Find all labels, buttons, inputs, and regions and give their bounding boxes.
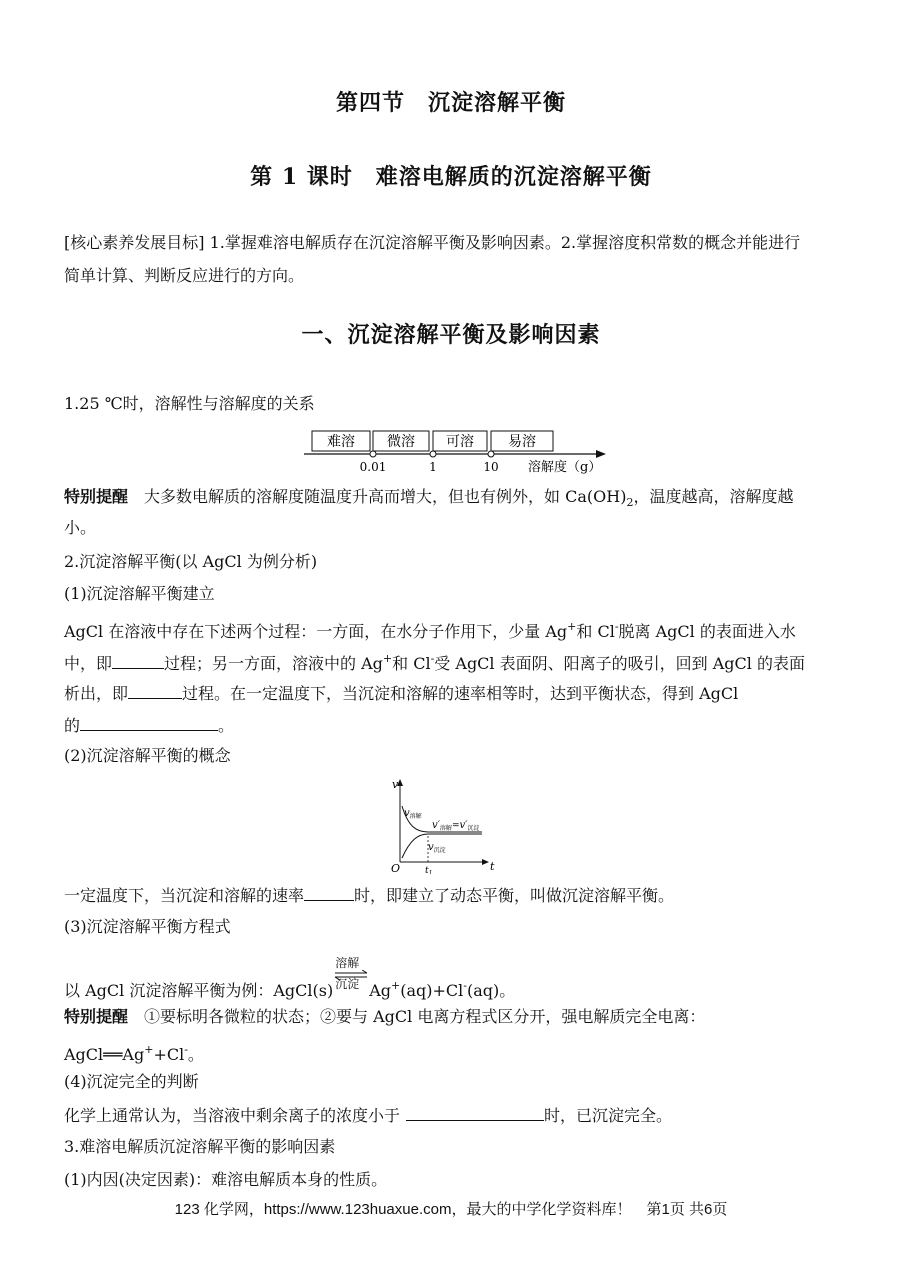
para-2c: 和 Cl [392, 654, 431, 673]
para-2a: 中，即 [64, 654, 113, 673]
ionization-plus: + [144, 1043, 154, 1056]
equation-rhs-b: (aq)+Cl [400, 981, 464, 1000]
equation-minus: - [463, 979, 467, 992]
item-2-1: (1)沉淀溶解平衡建立 [64, 584, 215, 603]
arrow-top-label: 溶解 [335, 956, 360, 970]
equation-rhs-c: (aq)。 [466, 981, 516, 1000]
tip-1-line-1 [64, 487, 793, 513]
para-2b: 过程；另一方面，溶液中的 Ag [164, 654, 383, 673]
page-title: 第四节 沉淀溶解平衡 [335, 90, 566, 116]
item-3: 3.难溶电解质沉淀溶解平衡的影响因素 [64, 1137, 336, 1156]
equation-plus: + [390, 979, 401, 992]
goals-label: [核心素养发展目标] [64, 233, 205, 252]
para-line-3 [64, 682, 738, 704]
label-v-dissolve: $v_{溶解}$ [404, 808, 422, 820]
equation-line [64, 956, 516, 1001]
para-3a: 析出，即 [64, 684, 129, 703]
complete-line [64, 1104, 672, 1126]
blank-dissolution[interactable] [112, 652, 164, 669]
tip-2-label: 特别提醒 [64, 1007, 129, 1026]
para-line-2 [64, 649, 805, 674]
blank-solution-type[interactable] [80, 714, 218, 731]
graph-x-arrow [482, 859, 489, 865]
arrow-bottom-label: 沉淀 [335, 977, 360, 991]
tip-1-label: 特别提醒 [64, 487, 129, 506]
item-2-2: (2)沉淀溶解平衡的概念 [64, 746, 231, 765]
ionization-b: +Cl [153, 1045, 185, 1064]
equation-prefix: 以 AgCl 沉淀溶解平衡为例：AgCl(s) [64, 981, 334, 1000]
goals-line-1 [64, 233, 800, 253]
tip-1-line-2: 小。 [64, 518, 97, 537]
equilibrium-arrow [333, 956, 369, 996]
ag-charge-2: + [382, 652, 393, 665]
graph-origin: O [391, 862, 401, 874]
graph-t1: $t_1$ [425, 866, 433, 874]
complete-b: 时，已沉淀完全。 [544, 1106, 673, 1125]
tip-2-line-1 [64, 1007, 705, 1027]
graph-x-label: t [490, 860, 495, 873]
label-v-precip: $v_{沉淀}$ [428, 842, 446, 854]
lesson-title: 第 1 课时 难溶电解质的沉淀溶解平衡 [250, 164, 652, 190]
item-2-3: (3)沉淀溶解平衡方程式 [64, 917, 231, 936]
blank-rate-equal[interactable] [304, 884, 354, 901]
item-2-4: (4)沉淀完全的判断 [64, 1072, 199, 1091]
scale-label-2: 微溶 [387, 434, 415, 450]
goals-text-1: 1.掌握难溶电解质存在沉淀溶解平衡及影响因素。2.掌握溶度积常数的概念并能进行 [209, 233, 801, 252]
tip-2-text: ①要标明各微粒的状态；②要与 AgCl 电离方程式区分开，强电解质完全电离： [128, 1007, 706, 1026]
ag-charge: + [567, 620, 577, 633]
tip-1-text-a: 大多数电解质的溶解度随温度升高而增大，但也有例外，如 Ca(OH) [128, 487, 627, 506]
scale-arrow [596, 450, 606, 458]
scale-label-1: 难溶 [327, 434, 355, 450]
para-4b: 。 [218, 716, 235, 735]
tip-1-subscript: 2 [626, 496, 634, 509]
goals-line-2: 简单计算、判断反应进行的方向。 [64, 266, 305, 285]
para-line-4 [64, 714, 234, 736]
blank-precipitation[interactable] [128, 682, 182, 699]
tip-1-text-b: ，温度越高，溶解度越 [633, 487, 794, 506]
item-1: 1.25 ℃时，溶解性与溶解度的关系 [64, 394, 315, 413]
ionization-a: AgCl══Ag [64, 1045, 145, 1064]
concept-line [64, 884, 674, 906]
scale-tick-1: 0.01 [359, 460, 387, 474]
label-v-equal: $v'_{溶解}=v'_{沉淀}$ [432, 820, 480, 832]
scale-tick-dot-3 [488, 451, 494, 457]
para-3b: 过程。在一定温度下，当沉淀和溶解的速率相等时，达到平衡状态，得到 AgCl [182, 684, 739, 703]
para-4a: 的 [64, 716, 81, 735]
complete-a: 化学上通常认为，当溶液中剩余离子的浓度小于 [64, 1106, 401, 1125]
graph-y-label: v [392, 778, 399, 791]
page-footer: 123 化学网，https://www.123huaxue.com，最大的中学化学资料库！ 第1页 共6页 [174, 1201, 728, 1218]
section-title: 一、沉淀溶解平衡及影响因素 [301, 322, 601, 348]
para-1c: 脱离 AgCl 的表面进入水 [618, 622, 796, 641]
cl-charge: - [614, 620, 619, 633]
ionization-end: 。 [187, 1045, 204, 1064]
para-line-1 [64, 617, 796, 642]
ionization-minus: - [184, 1043, 188, 1056]
scale-tick-dot-1 [370, 451, 376, 457]
scale-tick-3: 10 [483, 460, 499, 474]
item-3-1: (1)内因(决定因素)：难溶电解质本身的性质。 [64, 1170, 388, 1189]
equation-rhs-a: Ag [369, 981, 391, 1000]
scale-tick-dot-2 [430, 451, 436, 457]
tip-2-line-2 [64, 1040, 204, 1065]
cl-charge-2: - [430, 652, 435, 665]
concept-a: 一定温度下，当沉淀和溶解的速率 [64, 886, 305, 905]
scale-label-3: 可溶 [446, 434, 474, 450]
scale-label-4: 易溶 [508, 434, 536, 450]
item-2: 2.沉淀溶解平衡(以 AgCl 为例分析) [64, 552, 318, 571]
para-2d: 受 AgCl 表面阴、阳离子的吸引，回到 AgCl 的表面 [434, 654, 805, 673]
precip-curve [402, 834, 482, 858]
solubility-scale-diagram [300, 428, 610, 478]
concept-b: 时，即建立了动态平衡，叫做沉淀溶解平衡。 [354, 886, 675, 905]
para-1b: 和 Cl [576, 622, 615, 641]
rate-time-graph [388, 778, 498, 874]
blank-concentration[interactable] [406, 1104, 544, 1121]
scale-axis-label: 溶解度（g） [528, 460, 602, 475]
para-1a: AgCl 在溶液中存在下述两个过程：一方面，在水分子作用下，少量 Ag [64, 622, 568, 641]
scale-tick-2: 1 [429, 460, 437, 474]
